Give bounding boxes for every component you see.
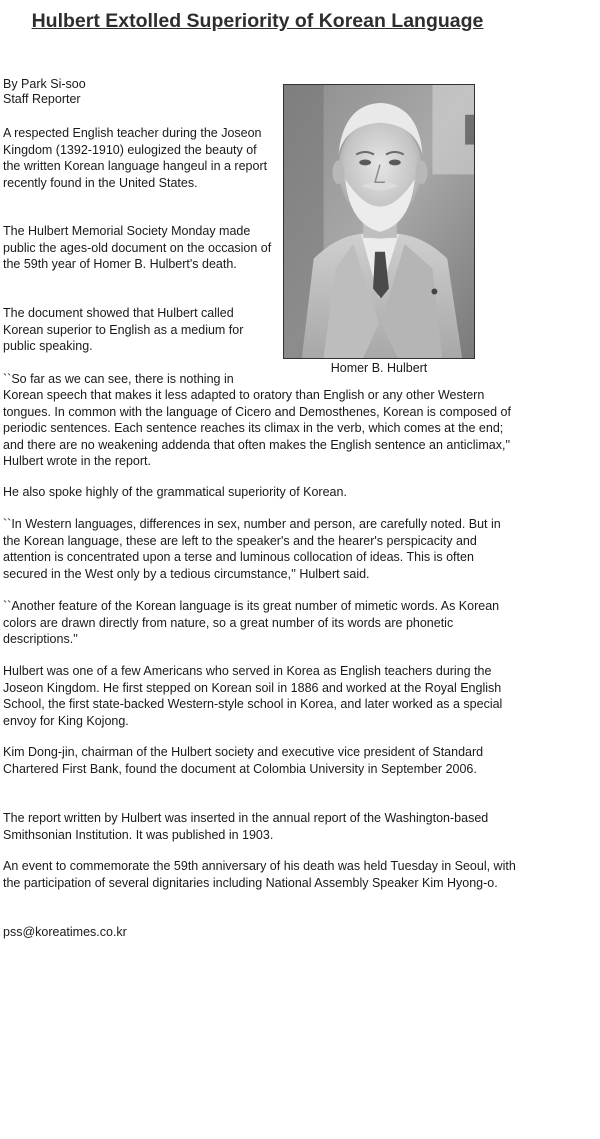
photo-caption: Homer B. Hulbert [330, 361, 428, 375]
author-email[interactable]: pss@koreatimes.co.kr [3, 925, 127, 939]
article-paragraph: The document showed that Hulbert called Korean superior to English as a medium for public speaking. [3, 306, 244, 353]
article-paragraph: ``In Western languages, differences in sex, number and person, are carefully noted. But in the Korean language, these are left to the speaker's and the hearer's perspicacity and attention is concentrated upon a terse and luminous collocation of ideas. This is often secured in the West only by a tedious circumstance,'' Hulbert said. [3, 517, 501, 581]
article-paragraph: An event to commemorate the 59th anniversary of his death was held Tuesday in Seoul, with the participation of several dignitaries including National Assembly Speaker Kim Hyong-o. [3, 859, 516, 890]
portrait-image [284, 85, 474, 358]
article-paragraph: Kim Dong-jin, chairman of the Hulbert society and executive vice president of Standard Chartered First Bank, found the document at Colombia University in September 2006. [3, 745, 484, 776]
byline-author: By Park Si-soo [3, 77, 86, 91]
byline-role: Staff Reporter [3, 92, 81, 106]
article-paragraph: The Hulbert Memorial Society Monday made public the ages-old document on the occasion of the 59th year of Homer B. Hulbert's death. [3, 224, 272, 271]
article-paragraph: ``Another feature of the Korean language is its great number of mimetic words. As Korean colors are drawn directly from nature, so a great number of its words are phonetic descriptions.'' [3, 599, 500, 646]
portrait-photo [283, 84, 475, 359]
article-paragraph: A respected English teacher during the Joseon Kingdom (1392-1910) eulogized the beauty of the written Korean language hangeul in a report recently found in the United States. [3, 126, 268, 190]
article-headline: Hulbert Extolled Superiority of Korean Language [31, 10, 484, 32]
article-paragraph: Korean speech that makes it less adapted to oratory than English or any other Western tongues. In common with the language of Cicero and Demosthenes, Korean is composed of periodic sentences. Each sentence reaches its climax in the verb, which comes at the end; and there are no weakening addenda that often makes the English sentence an anticlimax,'' Hulbert wrote in the report. [3, 388, 511, 468]
article-paragraph: The report written by Hulbert was inserted in the annual report of the Washington-based Smithsonian Institution. It was published in 1903. [3, 811, 489, 842]
article-paragraph: Hulbert was one of a few Americans who served in Korea as English teachers during the Joseon Kingdom. He first stepped on Korean soil in 1886 and worked at the Royal English School, the first state-backed Western-style school in Korea, and later worked as a special envoy for King Kojong. [3, 664, 503, 728]
article-paragraph: He also spoke highly of the grammatical superiority of Korean. [3, 485, 347, 499]
article-paragraph: ``So far as we can see, there is nothing in [3, 372, 234, 386]
